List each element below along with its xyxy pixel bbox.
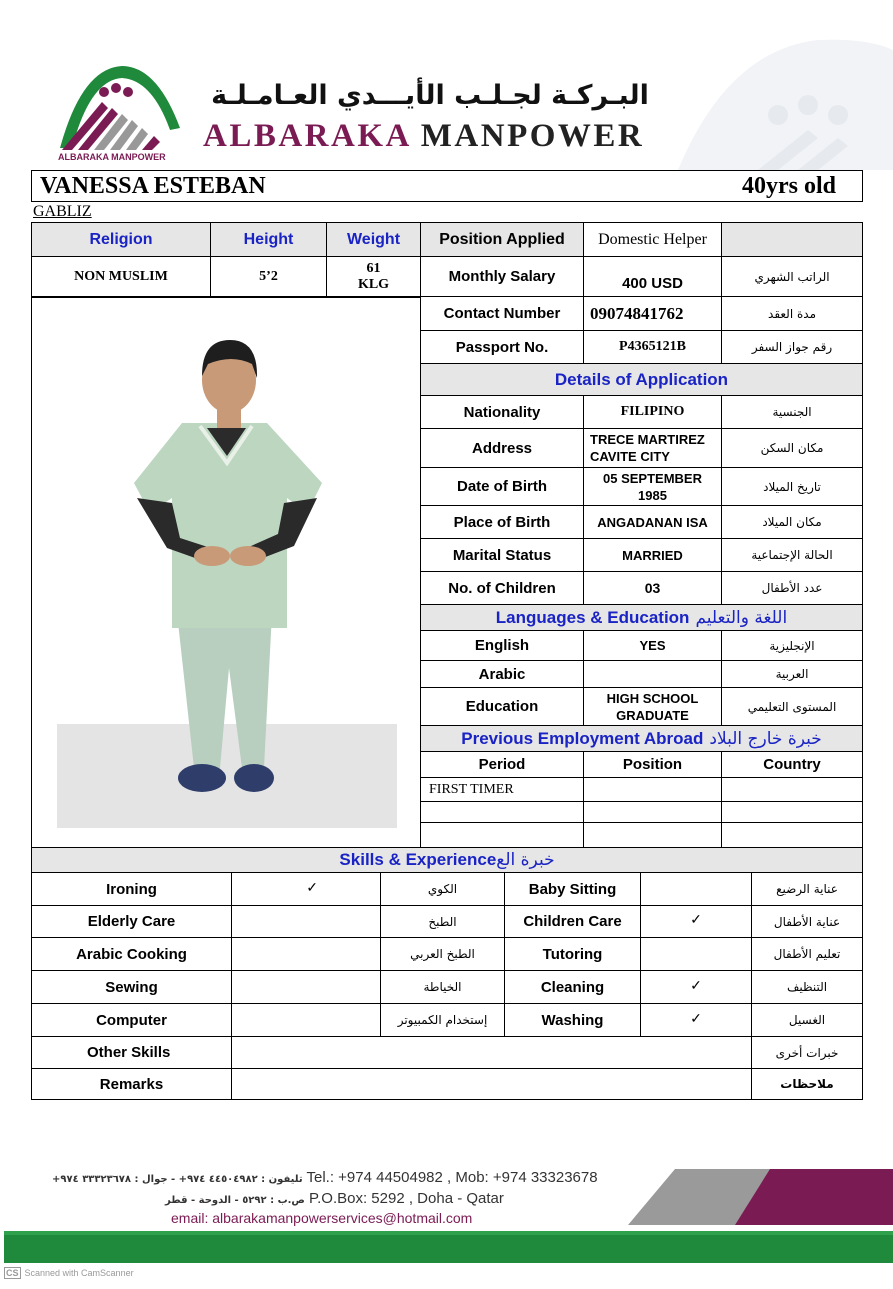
employment-row-1-country [721, 777, 863, 802]
skill-elderly-care-check [231, 905, 381, 938]
skill-tutoring-label: Tutoring [504, 937, 641, 971]
education-label: Education [420, 687, 584, 726]
country-header: Country [721, 751, 863, 778]
employment-title-ar: خبرة خارج البلاد [709, 728, 822, 749]
header-watermark-decoration [668, 30, 893, 170]
children-arabic: عدد الأطفال [721, 571, 863, 605]
english-value: YES [583, 630, 722, 661]
contact-number-label: Contact Number [420, 296, 584, 331]
skill-washing-arabic: الغسيل [751, 1003, 863, 1037]
skill-elderly-care-label: Elderly Care [31, 905, 232, 938]
other-skills-arabic: خبرات أخرى [751, 1036, 863, 1069]
brand-name-part2: MANPOWER [420, 118, 645, 154]
skill-washing-label: Washing [504, 1003, 641, 1037]
footer-email[interactable]: email: albarakamanpowerservices@hotmail.com [171, 1210, 473, 1226]
employment-section-header [420, 725, 863, 752]
weight-number: 61 [366, 260, 381, 276]
applicant-photo [31, 297, 421, 848]
skill-tutoring-check [640, 937, 752, 971]
footer-pobox [165, 1190, 504, 1207]
camscanner-badge: CS [6, 1268, 19, 1278]
marital-status-label: Marital Status [420, 538, 584, 572]
footer-pobox-arabic: ص.ب : ٥٢٩٢ - الدوحة - قطر [165, 1195, 305, 1206]
skill-arabic-cooking-arabic: الطبخ العربي [380, 937, 505, 971]
english-label: English [420, 630, 584, 661]
skill-baby-sitting-arabic: عناية الرضيع [751, 872, 863, 906]
skills-title-ar: خبرة الع [496, 850, 555, 870]
applicant-surname: GABLIZ [33, 203, 92, 220]
nationality-value: FILIPINO [583, 395, 722, 429]
monthly-salary-arabic: الراتب الشهري [721, 256, 863, 297]
employment-row-2-position [583, 801, 722, 823]
passport-label: Passport No. [420, 330, 584, 364]
remarks-arabic: ملاحظات [751, 1068, 863, 1100]
skill-arabic-cooking-check [231, 937, 381, 971]
dob-line1: 05 SEPTEMBER [603, 470, 702, 486]
period-header: Period [420, 751, 584, 778]
skill-arabic-cooking-label: Arabic Cooking [31, 937, 232, 971]
nationality-label: Nationality [420, 395, 584, 429]
languages-title-ar: اللغة والتعليم [695, 607, 788, 628]
skill-computer-check [231, 1003, 381, 1037]
education-value [583, 687, 722, 726]
details-section-header [420, 363, 863, 396]
contact-number-value: 09074841762 [583, 296, 722, 331]
place-of-birth-arabic: مكان الميلاد [721, 505, 863, 539]
passport-arabic: رقم جواز السفر [721, 330, 863, 364]
education-arabic: المستوى التعليمي [721, 687, 863, 726]
dob-label: Date of Birth [420, 467, 584, 506]
address-arabic: مكان السكن [721, 428, 863, 468]
other-skills-value [231, 1036, 752, 1069]
children-label: No. of Children [420, 571, 584, 605]
education-line2: GRADUATE [616, 707, 689, 723]
skill-children-care-label: Children Care [504, 905, 641, 938]
address-line2: CAVITE CITY [590, 449, 670, 464]
employment-row-3-period [420, 822, 584, 848]
employment-row-1-position [583, 777, 722, 802]
religion-value: NON MUSLIM [31, 256, 211, 297]
religion-header: Religion [31, 222, 211, 257]
skill-computer-label: Computer [31, 1003, 232, 1037]
arabic-value [583, 660, 722, 688]
position-header: Position [583, 751, 722, 778]
skill-computer-arabic: إستخدام الكمبيوتر [380, 1003, 505, 1037]
contact-number-arabic: مدة العقد [721, 296, 863, 331]
arabic-label: Arabic [420, 660, 584, 688]
camscanner-watermark [4, 1267, 134, 1279]
skill-tutoring-arabic: تعليم الأطفال [751, 937, 863, 971]
dob-arabic: تاريخ الميلاد [721, 467, 863, 506]
languages-section-header [420, 604, 863, 631]
skill-sewing-check [231, 970, 381, 1004]
skill-cleaning-arabic: التنظيف [751, 970, 863, 1004]
height-header: Height [210, 222, 327, 257]
footer-phones-arabic: تليفون : ٤٤٥٠٤٩٨٢ ٩٧٤+ - جوال : ٣٣٣٢٣٦٧٨ ٩٧٤+ [52, 1174, 303, 1185]
skill-washing-check: ✓ [640, 1003, 752, 1037]
dob-line2: 1985 [638, 487, 667, 503]
monthly-salary-value: 400 USD [583, 256, 722, 297]
skill-baby-sitting-label: Baby Sitting [504, 872, 641, 906]
skill-children-care-arabic: عناية الأطفال [751, 905, 863, 938]
children-value: 03 [583, 571, 722, 605]
employment-row-2-country [721, 801, 863, 823]
english-arabic: الإنجليزية [721, 630, 863, 661]
position-applied-header: Position Applied [420, 222, 584, 257]
weight-unit: KLG [357, 276, 390, 292]
skill-children-care-check: ✓ [640, 905, 752, 938]
nationality-arabic: الجنسية [721, 395, 863, 429]
skill-ironing-label: Ironing [31, 872, 232, 906]
position-blank-cell [721, 222, 863, 257]
languages-title [496, 608, 787, 628]
skill-ironing-check: ✓ [231, 872, 381, 906]
address-value [583, 428, 722, 468]
employment-row-1-period: FIRST TIMER [420, 777, 584, 802]
languages-title-en: Languages & Education [495, 607, 690, 627]
skill-elderly-care-arabic: الطبخ [380, 905, 505, 938]
employment-title-en: Previous Employment Abroad [461, 728, 704, 748]
name-bar [31, 170, 863, 202]
skill-sewing-arabic: الخياطة [380, 970, 505, 1004]
height-value: 5’2 [210, 256, 327, 297]
skill-cleaning-check: ✓ [640, 970, 752, 1004]
monthly-salary-label: Monthly Salary [420, 256, 584, 297]
dob-value [583, 467, 722, 506]
camscanner-text: Scanned with CamScanner [24, 1268, 134, 1278]
employment-row-3-country [721, 822, 863, 848]
skill-baby-sitting-check [640, 872, 752, 906]
employment-title [461, 729, 822, 749]
company-logo [52, 58, 187, 166]
marital-status-arabic: الحالة الإجتماعية [721, 538, 863, 572]
skills-title-en: Skills & Experience [339, 850, 497, 869]
skill-ironing-arabic: الكوي [380, 872, 505, 906]
footer-pobox-latin: P.O.Box: 5292 , Doha - Qatar [309, 1190, 504, 1207]
place-of-birth-label: Place of Birth [420, 505, 584, 539]
brand-arabic-name: البـركـة لجـلـب الأيـــدي العـامـلـة [211, 80, 649, 111]
skills-title [339, 850, 554, 870]
logo-caption: ALBARAKA MANPOWER [58, 152, 166, 162]
marital-status-value: MARRIED [583, 538, 722, 572]
remarks-label: Remarks [31, 1068, 232, 1100]
employment-row-2-period [420, 801, 584, 823]
applicant-name: VANESSA ESTEBAN [40, 173, 266, 199]
weight-header: Weight [326, 222, 421, 257]
skill-cleaning-label: Cleaning [504, 970, 641, 1004]
footer-phones-latin: Tel.: +974 44504982 , Mob: +974 33323678 [306, 1169, 598, 1186]
other-skills-label: Other Skills [31, 1036, 232, 1069]
position-applied-value: Domestic Helper [583, 222, 722, 257]
remarks-value [231, 1068, 752, 1100]
details-title: Details of Application [554, 369, 729, 389]
footer-phones [52, 1169, 598, 1186]
address-label: Address [420, 428, 584, 468]
passport-value: P4365121B [583, 330, 722, 364]
skills-section-header [31, 847, 863, 873]
arabic-arabic: العربية [721, 660, 863, 688]
weight-value [326, 256, 421, 297]
skill-sewing-label: Sewing [31, 970, 232, 1004]
applicant-age: 40yrs old [741, 173, 836, 199]
employment-row-3-position [583, 822, 722, 848]
place-of-birth-value: ANGADANAN ISA [583, 505, 722, 539]
address-line1: TRECE MARTIREZ [590, 432, 705, 447]
education-line1: HIGH SCHOOL [606, 690, 699, 706]
brand-name-part1: ALBARAKA [203, 118, 411, 154]
brand-latin-name [203, 118, 663, 155]
